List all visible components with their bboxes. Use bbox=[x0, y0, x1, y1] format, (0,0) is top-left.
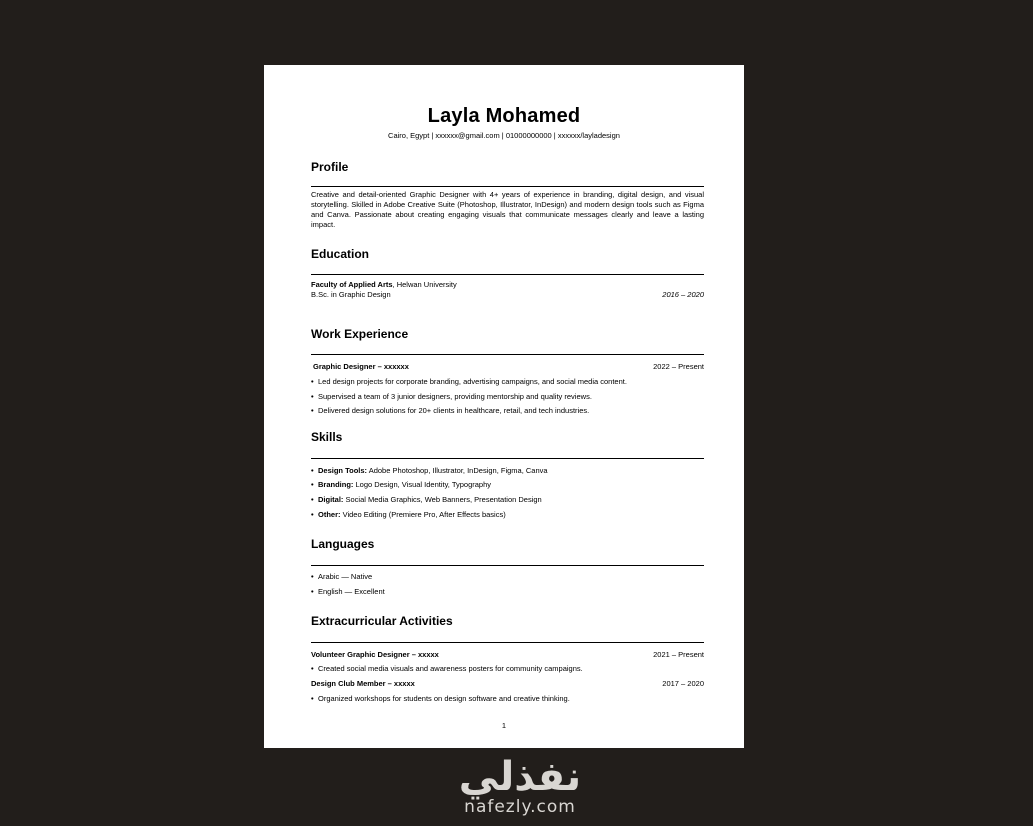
experience-divider bbox=[311, 354, 704, 355]
experience-bullet: • Delivered design solutions for 20+ clients in healthcare, retail, and tech industries. bbox=[311, 406, 590, 415]
activity-row: Design Club Member – xxxxx 2017 – 2020 bbox=[311, 679, 704, 688]
profile-text: Creative and detail-oriented Graphic Designer with 4+ years of experience in branding, digital design, and visual storytelling. Skilled in Adobe Creative Suite (Photoshop, Illustrator, InDesign) and modern design tools such as Figma and Canva. Passionate about creating engaging visuals that communicate messages clearly and leave a lasting impact. bbox=[311, 190, 704, 229]
activity-bullet: • Created social media visuals and awareness posters for community campaigns. bbox=[311, 664, 583, 673]
education-school: Faculty of Applied Arts bbox=[311, 280, 393, 289]
language-item: • English — Excellent bbox=[311, 587, 385, 596]
experience-bullet: • Led design projects for corporate branding, advertising campaigns, and social media content. bbox=[311, 377, 627, 386]
logo-arabic-text: نفذلي bbox=[458, 754, 582, 800]
education-dates: 2016 – 2020 bbox=[662, 290, 704, 299]
education-degree-row bbox=[311, 290, 704, 300]
education-university: , Helwan University bbox=[392, 280, 457, 289]
experience-role: Graphic Designer – xxxxxx bbox=[313, 362, 409, 371]
experience-dates: 2022 – Present bbox=[653, 362, 704, 371]
contact-line: Cairo, Egypt | xxxxxx@gmail.com | 01000000000 | xxxxxx/layladesign bbox=[388, 131, 620, 140]
skill-item: • Design Tools: Adobe Photoshop, Illustrator, InDesign, Figma, Canva bbox=[311, 466, 548, 475]
resume-name: Layla Mohamed bbox=[427, 105, 581, 127]
education-divider bbox=[311, 274, 704, 275]
profile-heading: Profile bbox=[311, 160, 349, 174]
education-heading: Education bbox=[311, 247, 370, 261]
page-number: 1 bbox=[501, 721, 507, 730]
languages-heading: Languages bbox=[311, 537, 375, 551]
skills-heading: Skills bbox=[311, 430, 343, 444]
skill-item: • Other: Video Editing (Premiere Pro, After Effects basics) bbox=[311, 510, 506, 519]
activities-heading: Extracurricular Activities bbox=[311, 614, 453, 628]
skill-item: • Branding: Logo Design, Visual Identity, Typography bbox=[311, 480, 492, 489]
nafezly-logo bbox=[440, 756, 600, 826]
activities-divider bbox=[311, 642, 704, 643]
skills-divider bbox=[311, 458, 704, 459]
experience-role-row bbox=[311, 362, 704, 372]
languages-divider bbox=[311, 565, 704, 566]
logo-latin-text: nafezly.com bbox=[464, 797, 576, 817]
education-school-row bbox=[311, 280, 704, 290]
profile-divider bbox=[311, 186, 704, 187]
skill-item: • Digital: Social Media Graphics, Web Banners, Presentation Design bbox=[311, 495, 542, 504]
experience-bullet: • Supervised a team of 3 junior designers, providing mentorship and quality reviews. bbox=[311, 392, 592, 401]
resume-page bbox=[264, 65, 744, 748]
language-item: • Arabic — Native bbox=[311, 572, 373, 581]
education-degree: B.Sc. in Graphic Design bbox=[311, 290, 391, 299]
activity-bullet: • Organized workshops for students on design software and creative thinking. bbox=[311, 694, 570, 703]
experience-heading: Work Experience bbox=[311, 327, 409, 341]
activity-row: Volunteer Graphic Designer – xxxxx 2021 – Present bbox=[311, 650, 704, 659]
